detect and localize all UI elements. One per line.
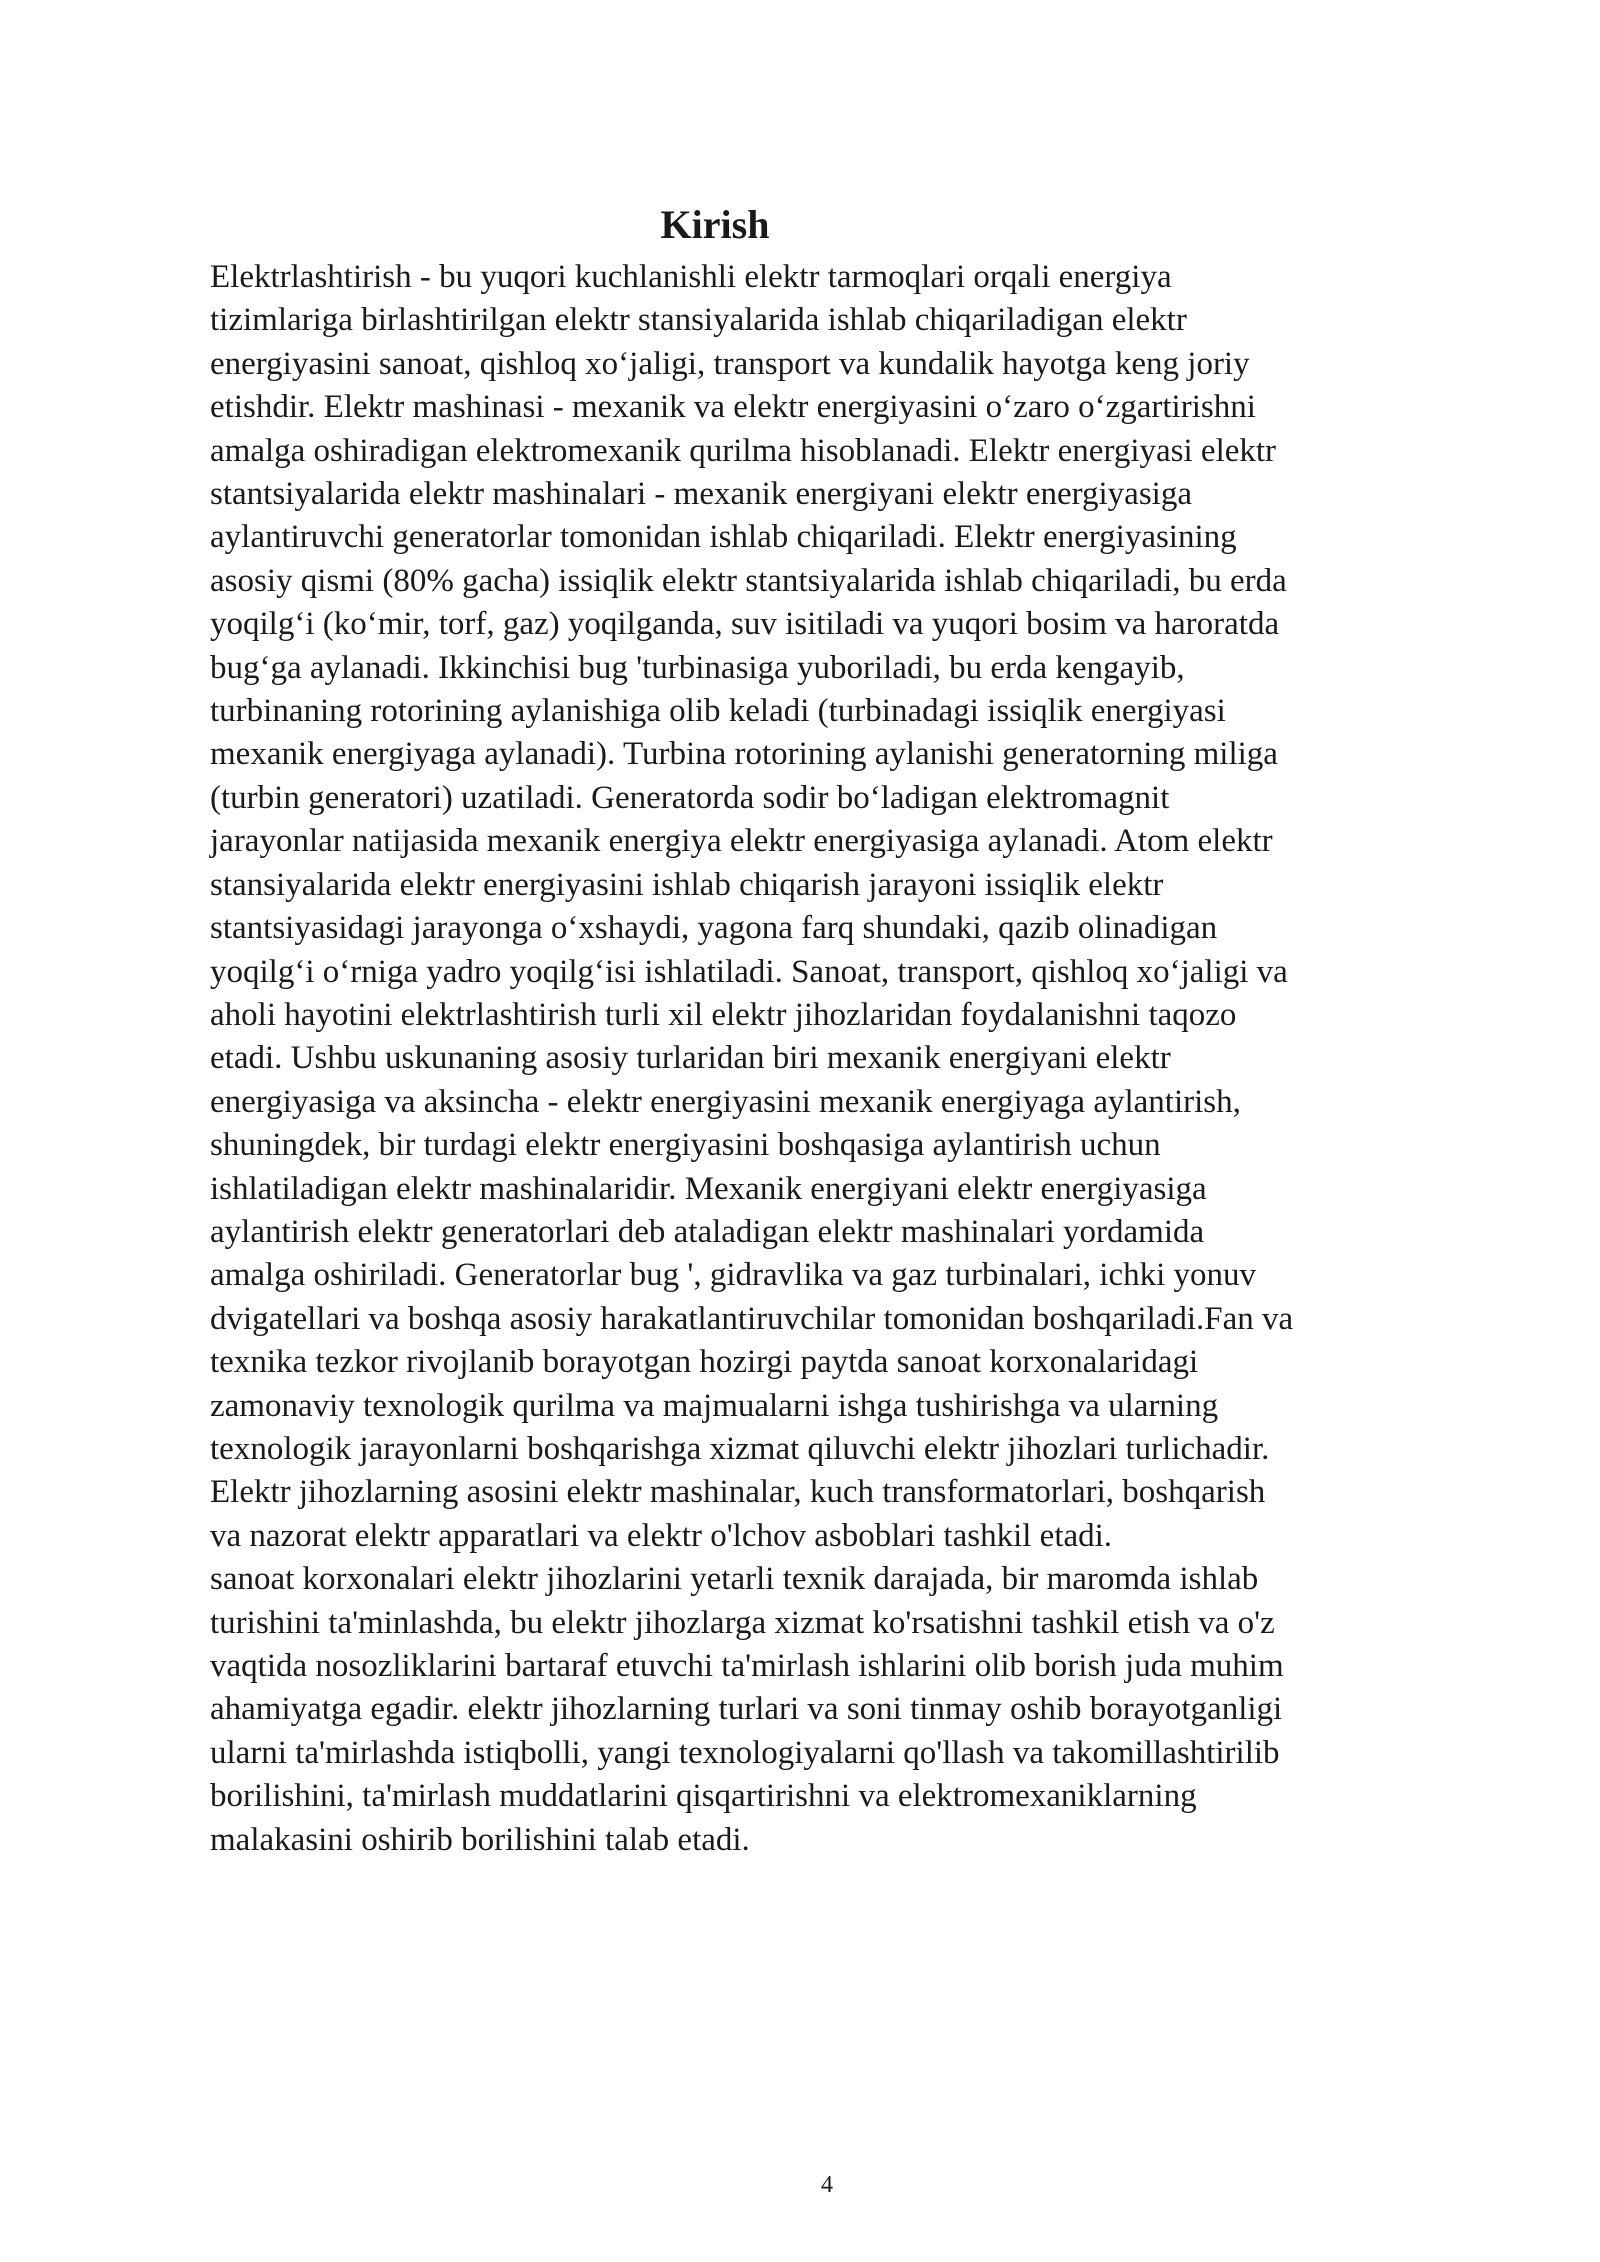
body-text xyxy=(210,256,1450,1862)
text-line: tizimlariga birlashtirilgan elektr stansiyalarida ishlab chiqariladigan elektr xyxy=(210,302,1187,339)
text-line: texnologik jarayonlarni boshqarishga xizmat qiluvchi elektr jihozlari turlichadir. xyxy=(210,1430,1270,1467)
text-line: mexanik energiyaga aylanadi). Turbina rotorining aylanishi generatorning miliga xyxy=(210,736,1278,773)
text-line: texnika tezkor rivojlanib borayotgan hozirgi paytda sanoat korxonalaridagi xyxy=(210,1344,1199,1381)
text-line: turbinaning rotorining aylanishiga olib keladi (turbinadagi issiqlik energiyasi xyxy=(210,693,1226,730)
page-title: Kirish xyxy=(660,202,770,247)
text-line: aholi hayotini elektrlashtirish turli xil elektr jihozlaridan foydalanishni taqozo xyxy=(210,996,1237,1033)
text-line: jarayonlar natijasida mexanik energiya elektr energiyasiga aylanadi. Atom elektr xyxy=(210,823,1273,860)
text-line: ularni ta'mirlashda istiqbolli, yangi texnologiyalarni qo'llash va takomillashtirilib xyxy=(210,1734,1280,1771)
text-line: vaqtida nosozliklarini bartaraf etuvchi ta'mirlash ishlarini olib borish juda muhim xyxy=(210,1648,1284,1684)
page-number: 4 xyxy=(821,2172,833,2198)
text-line: asosiy qismi (80% gacha) issiqlik elektr stantsiyalarida ishlab chiqariladi, bu erda xyxy=(210,562,1287,599)
text-line: stantsiyalarida elektr mashinalari - mexanik energiyani elektr energiyasiga xyxy=(210,476,1192,513)
text-line: energiyasiga va aksincha - elektr energiyasini mexanik energiyaga aylantirish, xyxy=(210,1083,1241,1120)
text-line: shuningdek, bir turdagi elektr energiyasini boshqasiga aylantirish uchun xyxy=(210,1127,1161,1164)
text-line: etadi. Ushbu uskunaning asosiy turlaridan biri mexanik energiyani elektr xyxy=(210,1040,1171,1077)
text-line: ahamiyatga egadir. elektr jihozlarning turlari va soni tinmay oshib borayotganligi xyxy=(210,1691,1283,1728)
text-line: aylantiruvchi generatorlar tomonidan ishlab chiqariladi. Elektr energiyasining xyxy=(210,519,1237,556)
text-line: malakasini oshirib borilishini talab etadi. xyxy=(210,1821,750,1858)
text-line: sanoat korxonalari elektr jihozlarini yetarli texnik darajada, bir maromda ishlab xyxy=(210,1561,1259,1598)
text-line: stansiyalarida elektr energiyasini ishlab chiqarish jarayoni issiqlik elektr xyxy=(210,866,1164,903)
text-line: amalga oshiradigan elektromexanik qurilma hisoblanadi. Elektr energiyasi elektr xyxy=(210,432,1277,469)
text-line: zamonaviy texnologik qurilma va majmualarni ishga tushirishga va ularning xyxy=(210,1387,1219,1424)
text-line: amalga oshiriladi. Generatorlar bug ', gidravlika va gaz turbinalari, ichki yonuv xyxy=(210,1257,1257,1294)
text-line: stantsiyasidagi jarayonga o‘xshaydi, yagona farq shundaki, qazib olinadigan xyxy=(210,910,1218,947)
text-line: etishdir. Elektr mashinasi - mexanik va elektr energiyasini o‘zaro o‘zgartirishni xyxy=(210,389,1256,426)
text-line: ishlatiladigan elektr mashinalaridir. Mexanik energiyani elektr energiyasiga xyxy=(210,1170,1207,1207)
text-line: aylantirish elektr generatorlari deb ataladigan elektr mashinalari yordamida xyxy=(210,1213,1205,1250)
text-line: va nazorat elektr apparatlari va elektr o'lchov asboblari tashkil etadi. xyxy=(210,1517,1113,1554)
text-line: turishini ta'minlashda, bu elektr jihozlarga xizmat ko'rsatishni tashkil etish va o'z xyxy=(210,1604,1275,1641)
text-line: borilishini, ta'mirlash muddatlarini qisqartirishni va elektromexaniklarning xyxy=(210,1778,1197,1815)
text-line: Elektrlashtirish - bu yuqori kuchlanishli elektr tarmoqlari orqali energiya xyxy=(210,259,1172,295)
text-line: (turbin generatori) uzatiladi. Generatorda sodir bo‘ladigan elektromagnit xyxy=(210,779,1170,816)
text-line: dvigatellari va boshqa asosiy harakatlantiruvchilar tomonidan boshqariladi.Fan va xyxy=(210,1300,1294,1337)
text-line: Elektr jihozlarning asosini elektr mashinalar, kuch transformatorlari, boshqarish xyxy=(210,1474,1266,1511)
text-line: energiyasini sanoat, qishloq xo‘jaligi, transport va kundalik hayotga keng joriy xyxy=(210,345,1250,382)
text-line: yoqilg‘i (ko‘mir, torf, gaz) yoqilganda, suv isitiladi va yuqori bosim va haroratda xyxy=(210,606,1280,643)
text-line: bug‘ga aylanadi. Ikkinchisi bug 'turbinasiga yuboriladi, bu erda kengayib, xyxy=(210,649,1185,686)
text-line: yoqilg‘i o‘rniga yadro yoqilg‘isi ishlatiladi. Sanoat, transport, qishloq xo‘jaligi va xyxy=(210,953,1288,990)
